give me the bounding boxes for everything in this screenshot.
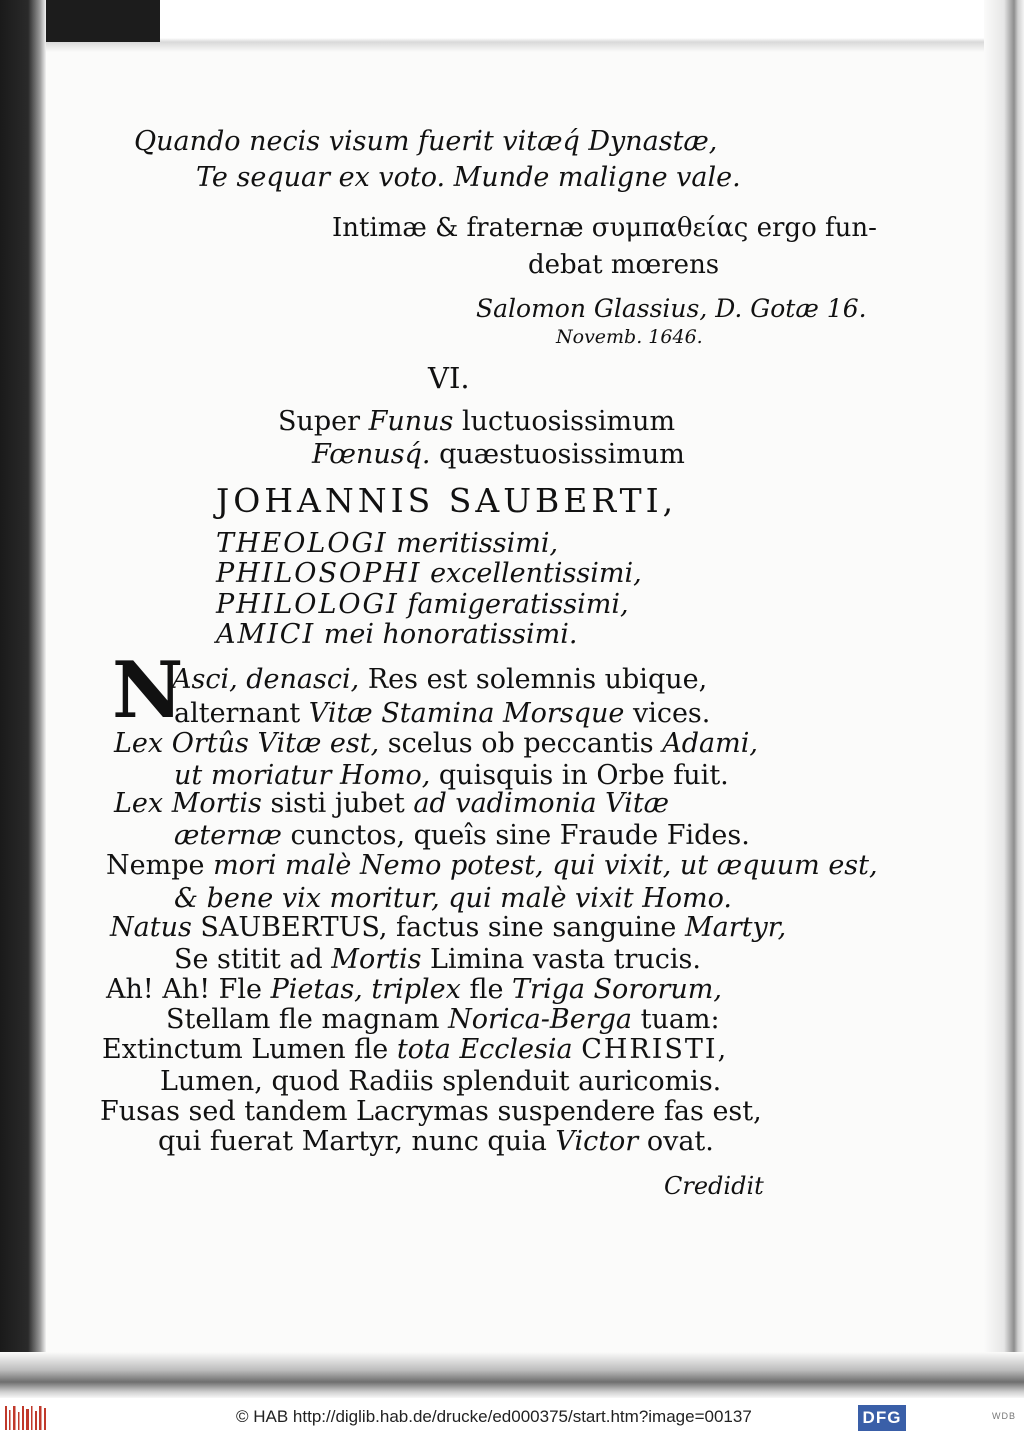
poem-text-italic: Triga Sororum, <box>512 974 722 1005</box>
poem-text-italic: Victor <box>555 1126 639 1157</box>
poem-text: Nempe <box>106 850 205 881</box>
catchword: Credidit <box>664 1172 764 1200</box>
poem-text-italic: Martyr, <box>684 912 787 943</box>
poem-text-italic: Pietas, triplex <box>270 974 461 1005</box>
poem-text-italic: ut moriatur Homo, <box>174 760 431 791</box>
book-gutter <box>0 0 46 1398</box>
dedicatee-name: JOHANNIS SAUBERTI, <box>216 481 678 520</box>
dedication-line: debat mœrens <box>528 250 720 280</box>
barcode-icon <box>4 1404 48 1432</box>
title-text-italic: Fœnusq́. <box>312 439 431 470</box>
poem-text-italic: mori malè Nemo potest, qui vixit, ut æquum est, <box>213 850 878 881</box>
author-signature: Salomon Glassius, D. Gotæ 16. <box>476 294 867 323</box>
poem-text-italic: Asci, denasci, <box>172 664 360 695</box>
poem-text: Extinctum Lumen fle <box>102 1034 389 1065</box>
poem-text: scelus ob peccantis <box>387 728 654 759</box>
epithet-caps: AMICI <box>216 619 316 650</box>
epithet-text: mei honoratissimi. <box>323 619 578 650</box>
poem-text: fle <box>469 974 504 1005</box>
title-text: quæstuosissimum <box>439 439 685 470</box>
poem-text: sisti jubet <box>270 788 405 819</box>
poem-text: Se stitit ad <box>174 944 323 975</box>
epithet-text: famigeratissimi, <box>407 589 629 620</box>
poem-text: tuam: <box>640 1004 720 1035</box>
footer-bar <box>0 1398 1024 1437</box>
dedication-line: Intimæ & fraternæ συμπαθείας ergo fun- <box>332 213 877 243</box>
dfg-logo[interactable]: DFG <box>858 1405 906 1431</box>
epithet-caps: PHILOSOPHI <box>216 558 422 589</box>
poem-text: Stellam fle magnam <box>166 1004 440 1035</box>
poem-text: quisquis in Orbe fuit. <box>438 760 729 791</box>
poem-text-italic: Mortis <box>331 944 422 975</box>
wdb-mark: WDB <box>992 1411 1016 1421</box>
poem-text: cunctos, queîs sine Fraude Fides. <box>290 820 750 851</box>
page-right-edge <box>984 0 1024 1398</box>
poem-text-italic: Norica-Berga <box>448 1004 632 1035</box>
poem-text: CHRISTI, <box>581 1034 729 1065</box>
epithet-caps: PHILOLOGI <box>216 589 399 620</box>
section-number: VI. <box>428 361 470 395</box>
copyright-url[interactable]: © HAB http://diglib.hab.de/drucke/ed000375/start.htm?image=00137 <box>236 1407 752 1426</box>
page-bottom-edge <box>0 1352 1024 1398</box>
drop-cap: N <box>112 645 184 736</box>
poem-text-italic: Lex Mortis <box>114 788 262 819</box>
title-text-italic: Funus <box>368 406 454 437</box>
poem-text-italic: tota Ecclesia <box>396 1034 573 1065</box>
title-text: Super <box>278 406 361 437</box>
epithet-caps: THEOLOGI <box>216 528 388 559</box>
poem-text: SAUBERTUS, factus sine sanguine <box>200 912 677 943</box>
poem-text: vices. <box>632 698 711 729</box>
poem-text-italic: Lex Ortûs Vitæ est, <box>114 728 380 759</box>
page-top-edge <box>0 0 1024 52</box>
title-text: luctuosissimum <box>462 406 676 437</box>
verse-line: Quando necis visum fuerit vitæq́ Dynastæ, <box>134 126 718 157</box>
poem-text-italic: ad vadimonia Vitæ <box>413 788 670 819</box>
poem-text: Lumen, quod Radiis splenduit auricomis. <box>160 1066 722 1097</box>
poem-text-italic: Natus <box>110 912 192 943</box>
epithet-text: excellentissimi, <box>430 558 642 589</box>
poem-text: Res est solemnis ubique, <box>367 664 708 695</box>
poem-text: Limina vasta trucis. <box>430 944 701 975</box>
verse-line: Te sequar ex voto. Munde maligne vale. <box>196 162 741 193</box>
poem-text-italic: Adami, <box>662 728 758 759</box>
poem-text-italic: æternæ <box>174 820 282 851</box>
epithet-text: meritissimi, <box>396 528 559 559</box>
date-line: Novemb. 1646. <box>556 326 703 348</box>
poem-text: Fusas sed tandem Lacrymas suspendere fas est, <box>100 1096 762 1127</box>
poem-text: alternant <box>174 698 301 729</box>
poem-text: Ah! Ah! Fle <box>106 974 262 1005</box>
poem-text: ovat. <box>646 1126 714 1157</box>
poem-text-italic: & bene vix moritur, qui malè vixit Homo. <box>174 883 733 914</box>
poem-text-italic: Vitæ Stamina Morsque <box>308 698 625 729</box>
poem-text: qui fuerat Martyr, nunc quia <box>158 1126 547 1157</box>
